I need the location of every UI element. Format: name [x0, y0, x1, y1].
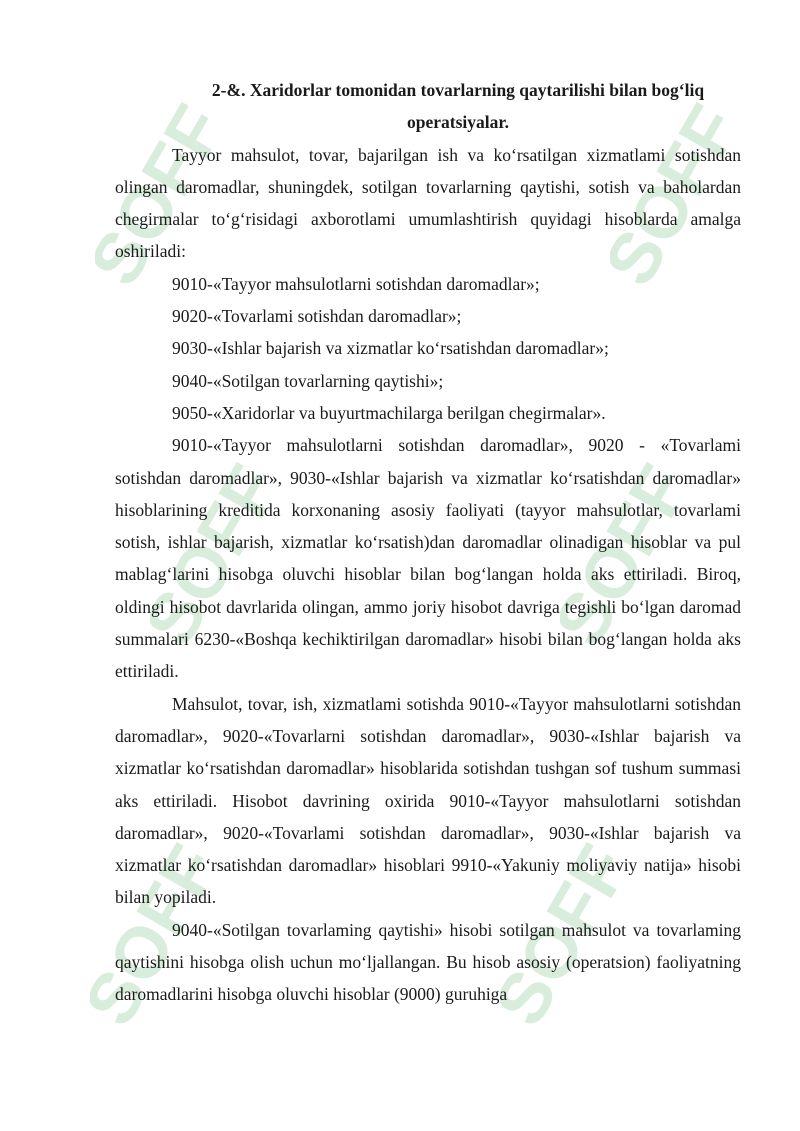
section-heading-line2: operatsiyalar. [407, 112, 509, 133]
paragraph-credit-accounts: 9010-«Tayyor mahsulotlarni sotishdan daromadlar», 9020 - «Tovarlami sotishdan daromadlar», 9030-«Ishlar bajarish va xizmatlar ko‘rsatishdan daromadlar» hisoblarining kreditida korxonaning asosiy faoliyati (tayyor mahsulotlar, tovarlami sotish, ishlar bajarish, xizmatlar ko‘rsatish)dan daromadlar olinadigan hisoblar va pul mablag‘larini hisobga oluvchi hisoblar bilan bog‘langan holda aks ettiriladi. Biroq, oldingi hisobot davrlarida olingan, ammo joriy hisobot davriga tegishli bo‘lgan daromad summalari 6230-«Boshqa kechiktirilgan daromadlar» hisobi bilan bog‘langan holda aks ettiriladi. [115, 435, 741, 682]
account-item-9020: 9020-«Tovarlami sotishdan daromadlar»; [172, 306, 462, 327]
section-heading [115, 74, 741, 139]
svg-text:SOFF: SOFF [560, 452, 700, 659]
svg-text:SOFF: SOFF [90, 832, 230, 1039]
intro-paragraph: Tayyor mahsulot, tovar, bajarilgan ish va ko‘rsatilgan xizmatlami sotishdan olingan daromadlar, shuningdek, sotilgan tovarlarning qaytishi, sotish va baholardan chegirmalar to‘g‘risidagi axborotlami umumlashtirish quyidagi hisoblarda amalga oshiriladi: [115, 144, 741, 262]
paragraph-returns-account: 9040-«Sotilgan tovarlaming qaytishi» hisobi sotilgan mahsulot va tovarlaming qaytishini hisobga olish uchun mo‘ljallangan. Bu hisob asosiy (operatsion) faoliyatning daromadlarini hisobga oluvchi hisoblar (9000) guruhiga [115, 919, 741, 1005]
svg-text:SOFF: SOFF [95, 92, 235, 299]
svg-text:SOFF: SOFF [610, 92, 750, 299]
paragraph-net-revenue: Mahsulot, tovar, ish, xizmatlami sotishda 9010-«Tayyor mahsulotlarni sotishdan daromadlar», 9020-«Tovarlarni sotishdan daromadlar», 9030-«Ishlar bajarish va xizmatlar ko‘rsatishdan daromadlar» hisoblarida sotishdan tushgan sof tushum summasi aks ettiriladi. Hisobot davrining oxirida 9010-«Tayyor mahsulotlarni sotishdan daromadlar», 9020-«Tovarlami sotishdan daromadlar», 9030-«Ishlar bajarish va xizmatlar ko‘rsatishdan daromadlar» hisoblari 9910-«Yakuniy moliyaviy natija» hisobi bilan yopiladi. [115, 693, 741, 908]
account-item-9010: 9010-«Tayyor mahsulotlarni sotishdan daromadlar»; [172, 273, 540, 294]
account-item-9050: 9050-«Xaridorlar va buyurtmachilarga berilgan chegirmalar». [172, 402, 606, 423]
svg-text:SOFF: SOFF [150, 452, 290, 659]
account-item-9040: 9040-«Sotilgan tovarlarning qaytishi»; [172, 370, 444, 391]
document-body [115, 74, 741, 1011]
svg-text:SOFF: SOFF [500, 832, 640, 1039]
account-item-9030: 9030-«Ishlar bajarish va xizmatlar ko‘rsatishdan daromadlar»; [172, 338, 609, 359]
section-heading-line1: 2-&. Xaridorlar tomonidan tovarlarning qaytarilishi bilan bog‘liq [211, 80, 705, 100]
